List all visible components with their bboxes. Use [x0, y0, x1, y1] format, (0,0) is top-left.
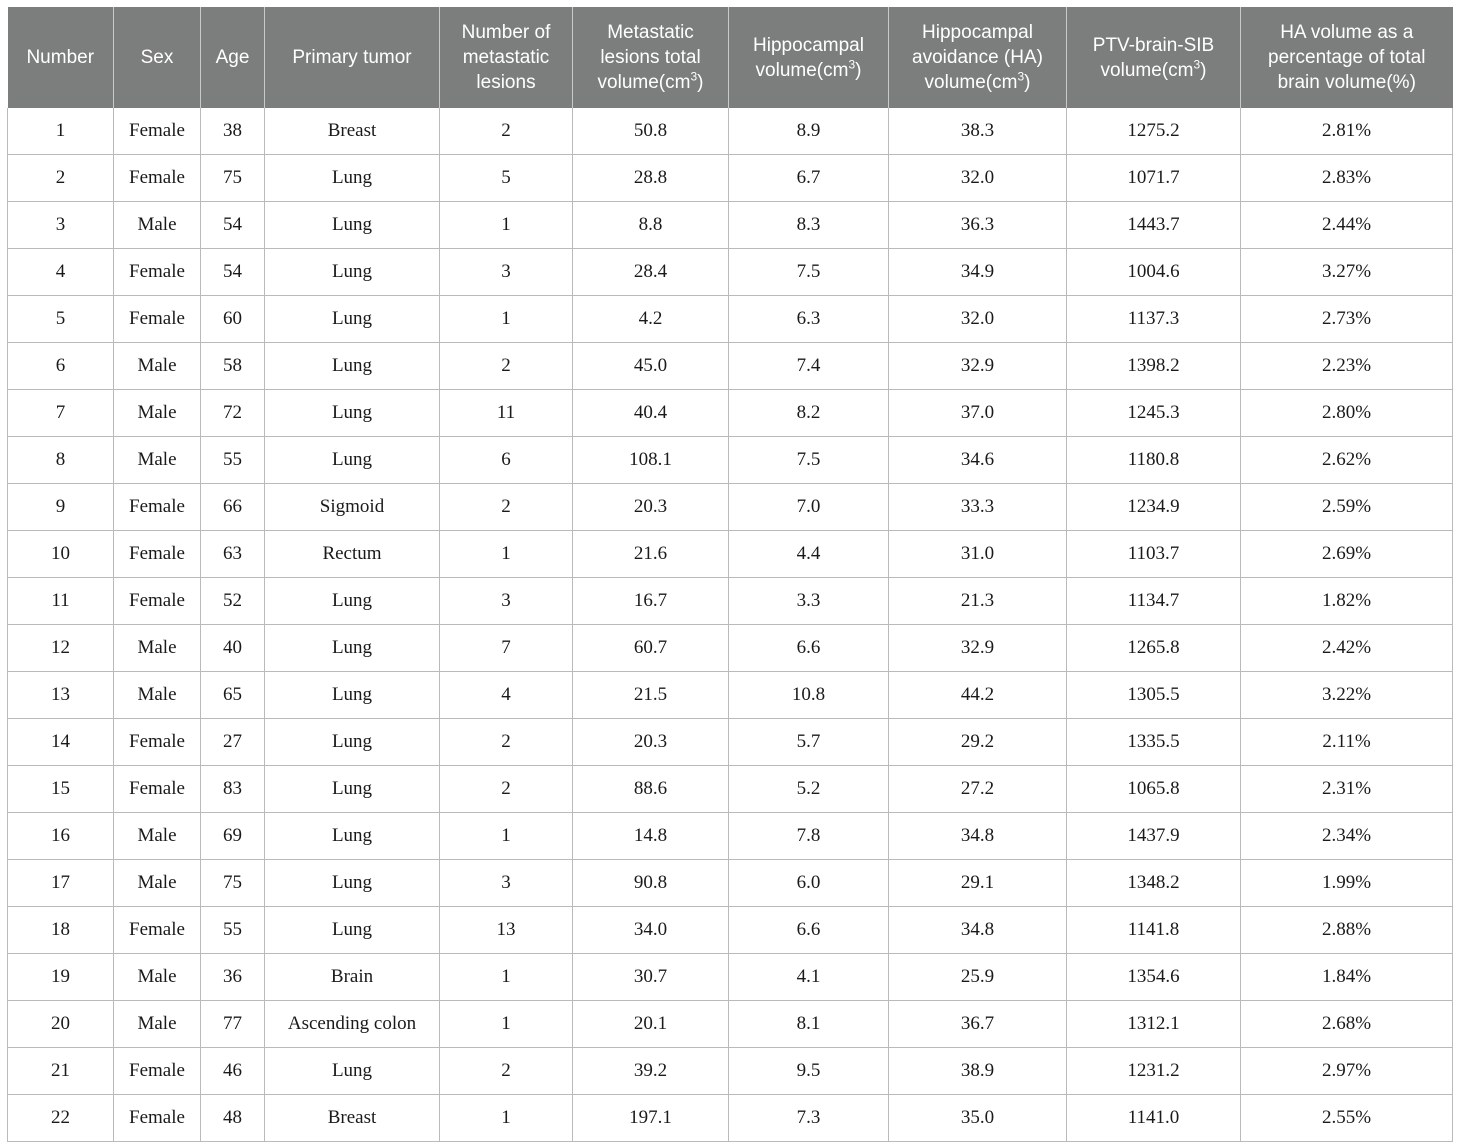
cell-number: 13 — [8, 672, 114, 719]
cell-ha-volume: 25.9 — [889, 954, 1067, 1001]
cell-age: 75 — [201, 155, 265, 202]
table-row — [8, 578, 1453, 625]
cell-ha-percentage: 3.27% — [1241, 249, 1453, 296]
cell-lesions-total-volume: 28.4 — [573, 249, 729, 296]
cell-lesions-total-volume: 88.6 — [573, 766, 729, 813]
cell-number: 19 — [8, 954, 114, 1001]
header-number-text: Number — [26, 47, 95, 68]
cell-number-of-lesions: 2 — [440, 484, 573, 531]
cell-sex: Female — [114, 155, 201, 202]
cell-ptv-brain-sib-volume: 1134.7 — [1067, 578, 1241, 625]
cell-sex: Male — [114, 1001, 201, 1048]
cell-number: 8 — [8, 437, 114, 484]
cell-number: 21 — [8, 1048, 114, 1095]
patient-characteristics-table-container — [7, 7, 1452, 1142]
cell-ptv-brain-sib-volume: 1354.6 — [1067, 954, 1241, 1001]
cell-primary-tumor: Lung — [265, 296, 440, 343]
cell-ptv-brain-sib-volume: 1398.2 — [1067, 343, 1241, 390]
cell-sex: Male — [114, 954, 201, 1001]
cell-ha-volume: 35.0 — [889, 1095, 1067, 1142]
cell-number-of-lesions: 1 — [440, 1001, 573, 1048]
cell-age: 48 — [201, 1095, 265, 1142]
cell-hippocampal-volume: 4.1 — [729, 954, 889, 1001]
cell-ha-percentage: 1.99% — [1241, 860, 1453, 907]
cell-ha-volume: 37.0 — [889, 390, 1067, 437]
header-hippocampal-volume-close: ) — [855, 59, 862, 81]
cell-ha-volume: 27.2 — [889, 766, 1067, 813]
cell-lesions-total-volume: 60.7 — [573, 625, 729, 672]
cell-ha-volume: 33.3 — [889, 484, 1067, 531]
cell-age: 54 — [201, 249, 265, 296]
cell-lesions-total-volume: 50.8 — [573, 108, 729, 155]
cell-ptv-brain-sib-volume: 1137.3 — [1067, 296, 1241, 343]
cell-sex: Female — [114, 484, 201, 531]
cell-ptv-brain-sib-volume: 1231.2 — [1067, 1048, 1241, 1095]
cell-hippocampal-volume: 5.7 — [729, 719, 889, 766]
cell-primary-tumor: Lung — [265, 907, 440, 954]
cell-lesions-total-volume: 20.1 — [573, 1001, 729, 1048]
cell-age: 38 — [201, 108, 265, 155]
table-header — [8, 7, 1453, 108]
cell-lesions-total-volume: 28.8 — [573, 155, 729, 202]
cell-age: 55 — [201, 437, 265, 484]
cell-ptv-brain-sib-volume: 1004.6 — [1067, 249, 1241, 296]
cell-number: 5 — [8, 296, 114, 343]
cell-primary-tumor: Breast — [265, 1095, 440, 1142]
cell-sex: Female — [114, 1048, 201, 1095]
cell-primary-tumor: Rectum — [265, 531, 440, 578]
cell-number-of-lesions: 3 — [440, 860, 573, 907]
cell-sex: Male — [114, 625, 201, 672]
cell-ptv-brain-sib-volume: 1180.8 — [1067, 437, 1241, 484]
cell-sex: Female — [114, 108, 201, 155]
cell-number-of-lesions: 5 — [440, 155, 573, 202]
cell-number: 12 — [8, 625, 114, 672]
cell-primary-tumor: Lung — [265, 766, 440, 813]
cell-number: 6 — [8, 343, 114, 390]
cell-number-of-lesions: 3 — [440, 578, 573, 625]
cell-lesions-total-volume: 197.1 — [573, 1095, 729, 1142]
cell-sex: Male — [114, 860, 201, 907]
cell-hippocampal-volume: 4.4 — [729, 531, 889, 578]
cell-number: 22 — [8, 1095, 114, 1142]
cell-primary-tumor: Lung — [265, 155, 440, 202]
cell-number-of-lesions: 2 — [440, 766, 573, 813]
cell-hippocampal-volume: 7.5 — [729, 249, 889, 296]
header-ptv-brain-sib-volume — [1067, 7, 1241, 108]
cell-primary-tumor: Lung — [265, 437, 440, 484]
cell-number-of-lesions: 2 — [440, 108, 573, 155]
cell-number: 7 — [8, 390, 114, 437]
cell-lesions-total-volume: 108.1 — [573, 437, 729, 484]
cell-hippocampal-volume: 8.1 — [729, 1001, 889, 1048]
table-body — [8, 108, 1453, 1142]
cell-ha-percentage: 2.69% — [1241, 531, 1453, 578]
header-lesions-total-volume-sup: 3 — [690, 69, 698, 84]
cell-age: 36 — [201, 954, 265, 1001]
cell-number-of-lesions: 1 — [440, 813, 573, 860]
cell-number: 4 — [8, 249, 114, 296]
cell-age: 27 — [201, 719, 265, 766]
header-ha-volume-text: Hippocampal avoidance (HA) volume(cm — [912, 22, 1043, 93]
cell-ha-percentage: 2.59% — [1241, 484, 1453, 531]
table-row — [8, 343, 1453, 390]
header-lesions-total-volume-close: ) — [697, 72, 704, 93]
cell-hippocampal-volume: 6.6 — [729, 907, 889, 954]
cell-age: 65 — [201, 672, 265, 719]
cell-sex: Female — [114, 578, 201, 625]
header-sex-text: Sex — [140, 47, 174, 68]
cell-hippocampal-volume: 6.6 — [729, 625, 889, 672]
header-ptv-brain-sib-volume-sup: 3 — [1193, 57, 1201, 72]
header-sex — [114, 7, 201, 108]
cell-number: 15 — [8, 766, 114, 813]
cell-hippocampal-volume: 8.2 — [729, 390, 889, 437]
cell-number: 11 — [8, 578, 114, 625]
cell-age: 54 — [201, 202, 265, 249]
patient-characteristics-table — [7, 7, 1453, 1142]
header-ha-percentage — [1241, 7, 1453, 108]
header-row — [8, 7, 1453, 108]
cell-ha-volume: 32.9 — [889, 625, 1067, 672]
cell-lesions-total-volume: 8.8 — [573, 202, 729, 249]
cell-number: 17 — [8, 860, 114, 907]
cell-number: 9 — [8, 484, 114, 531]
cell-ha-percentage: 2.68% — [1241, 1001, 1453, 1048]
cell-number-of-lesions: 1 — [440, 202, 573, 249]
cell-sex: Male — [114, 813, 201, 860]
cell-ptv-brain-sib-volume: 1312.1 — [1067, 1001, 1241, 1048]
cell-primary-tumor: Lung — [265, 1048, 440, 1095]
cell-lesions-total-volume: 30.7 — [573, 954, 729, 1001]
header-ptv-brain-sib-volume-text: PTV-brain-SIB volume(cm — [1092, 34, 1215, 81]
header-lesions-total-volume-text: Metastatic lesions total volume(cm — [597, 22, 701, 93]
cell-hippocampal-volume: 7.0 — [729, 484, 889, 531]
cell-lesions-total-volume: 20.3 — [573, 484, 729, 531]
cell-lesions-total-volume: 45.0 — [573, 343, 729, 390]
cell-ha-volume: 34.9 — [889, 249, 1067, 296]
cell-ha-percentage: 2.55% — [1241, 1095, 1453, 1142]
cell-sex: Male — [114, 390, 201, 437]
cell-number-of-lesions: 13 — [440, 907, 573, 954]
header-age-text: Age — [215, 47, 250, 68]
cell-age: 58 — [201, 343, 265, 390]
cell-sex: Female — [114, 719, 201, 766]
cell-ha-percentage: 2.31% — [1241, 766, 1453, 813]
cell-lesions-total-volume: 4.2 — [573, 296, 729, 343]
cell-ptv-brain-sib-volume: 1234.9 — [1067, 484, 1241, 531]
table-row — [8, 531, 1453, 578]
cell-number: 3 — [8, 202, 114, 249]
cell-age: 40 — [201, 625, 265, 672]
cell-primary-tumor: Lung — [265, 719, 440, 766]
header-number — [8, 7, 114, 108]
header-primary-tumor-text: Primary tumor — [292, 47, 412, 68]
cell-ha-percentage: 2.97% — [1241, 1048, 1453, 1095]
cell-hippocampal-volume: 7.4 — [729, 343, 889, 390]
cell-age: 46 — [201, 1048, 265, 1095]
cell-lesions-total-volume: 40.4 — [573, 390, 729, 437]
cell-primary-tumor: Lung — [265, 202, 440, 249]
table-row — [8, 1048, 1453, 1095]
cell-primary-tumor: Lung — [265, 249, 440, 296]
cell-primary-tumor: Lung — [265, 578, 440, 625]
cell-hippocampal-volume: 5.2 — [729, 766, 889, 813]
cell-ha-percentage: 2.34% — [1241, 813, 1453, 860]
cell-number-of-lesions: 2 — [440, 719, 573, 766]
cell-sex: Female — [114, 766, 201, 813]
table-row — [8, 249, 1453, 296]
cell-sex: Female — [114, 907, 201, 954]
cell-primary-tumor: Lung — [265, 860, 440, 907]
cell-ptv-brain-sib-volume: 1071.7 — [1067, 155, 1241, 202]
cell-ha-volume: 21.3 — [889, 578, 1067, 625]
table-row — [8, 766, 1453, 813]
cell-ptv-brain-sib-volume: 1335.5 — [1067, 719, 1241, 766]
table-row — [8, 1095, 1453, 1142]
cell-ha-percentage: 2.23% — [1241, 343, 1453, 390]
cell-ha-percentage: 2.73% — [1241, 296, 1453, 343]
table-row — [8, 672, 1453, 719]
cell-ha-volume: 38.3 — [889, 108, 1067, 155]
table-row — [8, 719, 1453, 766]
table-row — [8, 860, 1453, 907]
cell-ha-volume: 34.8 — [889, 813, 1067, 860]
cell-primary-tumor: Brain — [265, 954, 440, 1001]
cell-hippocampal-volume: 7.5 — [729, 437, 889, 484]
header-hippocampal-volume-text: Hippocampal volume(cm — [753, 34, 864, 81]
header-primary-tumor — [265, 7, 440, 108]
cell-sex: Female — [114, 249, 201, 296]
cell-age: 72 — [201, 390, 265, 437]
cell-ha-volume: 29.2 — [889, 719, 1067, 766]
cell-ptv-brain-sib-volume: 1437.9 — [1067, 813, 1241, 860]
cell-ha-percentage: 1.84% — [1241, 954, 1453, 1001]
cell-age: 77 — [201, 1001, 265, 1048]
cell-ha-volume: 36.3 — [889, 202, 1067, 249]
table-row — [8, 437, 1453, 484]
cell-hippocampal-volume: 6.3 — [729, 296, 889, 343]
cell-ha-volume: 32.9 — [889, 343, 1067, 390]
table-row — [8, 108, 1453, 155]
cell-hippocampal-volume: 3.3 — [729, 578, 889, 625]
header-ha-volume — [889, 7, 1067, 108]
cell-ptv-brain-sib-volume: 1443.7 — [1067, 202, 1241, 249]
cell-number: 20 — [8, 1001, 114, 1048]
cell-number: 1 — [8, 108, 114, 155]
cell-lesions-total-volume: 21.5 — [573, 672, 729, 719]
header-ha-percentage-text: HA volume as a percentage of total brain volume(%) — [1268, 22, 1426, 93]
cell-lesions-total-volume: 21.6 — [573, 531, 729, 578]
cell-ha-percentage: 2.62% — [1241, 437, 1453, 484]
cell-age: 63 — [201, 531, 265, 578]
cell-primary-tumor: Lung — [265, 813, 440, 860]
table-row — [8, 484, 1453, 531]
cell-hippocampal-volume: 8.3 — [729, 202, 889, 249]
cell-sex: Female — [114, 296, 201, 343]
header-age — [201, 7, 265, 108]
cell-sex: Female — [114, 531, 201, 578]
cell-age: 69 — [201, 813, 265, 860]
table-row — [8, 155, 1453, 202]
cell-ha-percentage: 2.80% — [1241, 390, 1453, 437]
cell-ptv-brain-sib-volume: 1265.8 — [1067, 625, 1241, 672]
cell-number-of-lesions: 3 — [440, 249, 573, 296]
cell-number-of-lesions: 1 — [440, 1095, 573, 1142]
table-row — [8, 296, 1453, 343]
cell-age: 75 — [201, 860, 265, 907]
cell-hippocampal-volume: 8.9 — [729, 108, 889, 155]
cell-hippocampal-volume: 7.3 — [729, 1095, 889, 1142]
cell-ptv-brain-sib-volume: 1141.8 — [1067, 907, 1241, 954]
cell-ha-volume: 36.7 — [889, 1001, 1067, 1048]
cell-ptv-brain-sib-volume: 1245.3 — [1067, 390, 1241, 437]
cell-ha-percentage: 2.11% — [1241, 719, 1453, 766]
cell-hippocampal-volume: 6.7 — [729, 155, 889, 202]
cell-number-of-lesions: 2 — [440, 343, 573, 390]
cell-number: 10 — [8, 531, 114, 578]
cell-ha-percentage: 2.88% — [1241, 907, 1453, 954]
cell-number: 14 — [8, 719, 114, 766]
cell-lesions-total-volume: 14.8 — [573, 813, 729, 860]
cell-lesions-total-volume: 39.2 — [573, 1048, 729, 1095]
cell-ptv-brain-sib-volume: 1275.2 — [1067, 108, 1241, 155]
header-ha-volume-sup: 3 — [1017, 69, 1025, 84]
cell-ha-volume: 44.2 — [889, 672, 1067, 719]
table-row — [8, 813, 1453, 860]
cell-ptv-brain-sib-volume: 1305.5 — [1067, 672, 1241, 719]
cell-lesions-total-volume: 90.8 — [573, 860, 729, 907]
cell-number-of-lesions: 11 — [440, 390, 573, 437]
cell-ha-volume: 31.0 — [889, 531, 1067, 578]
cell-primary-tumor: Sigmoid — [265, 484, 440, 531]
cell-number-of-lesions: 2 — [440, 1048, 573, 1095]
cell-age: 66 — [201, 484, 265, 531]
table-row — [8, 202, 1453, 249]
header-hippocampal-volume — [729, 7, 889, 108]
cell-lesions-total-volume: 20.3 — [573, 719, 729, 766]
cell-lesions-total-volume: 16.7 — [573, 578, 729, 625]
header-hippocampal-volume-sup: 3 — [848, 57, 856, 72]
cell-ha-percentage: 1.82% — [1241, 578, 1453, 625]
cell-number-of-lesions: 6 — [440, 437, 573, 484]
cell-primary-tumor: Breast — [265, 108, 440, 155]
cell-primary-tumor: Lung — [265, 343, 440, 390]
cell-sex: Female — [114, 1095, 201, 1142]
header-number-of-lesions-text: Number of metastatic lesions — [461, 22, 551, 93]
cell-number: 16 — [8, 813, 114, 860]
cell-ha-percentage: 2.81% — [1241, 108, 1453, 155]
cell-age: 55 — [201, 907, 265, 954]
cell-lesions-total-volume: 34.0 — [573, 907, 729, 954]
header-ptv-brain-sib-volume-close: ) — [1200, 59, 1207, 81]
cell-number: 18 — [8, 907, 114, 954]
cell-ptv-brain-sib-volume: 1141.0 — [1067, 1095, 1241, 1142]
cell-hippocampal-volume: 9.5 — [729, 1048, 889, 1095]
cell-ptv-brain-sib-volume: 1348.2 — [1067, 860, 1241, 907]
cell-primary-tumor: Lung — [265, 625, 440, 672]
cell-ha-volume: 32.0 — [889, 155, 1067, 202]
cell-number-of-lesions: 1 — [440, 296, 573, 343]
header-number-of-lesions — [440, 7, 573, 108]
cell-sex: Male — [114, 202, 201, 249]
cell-ha-volume: 34.6 — [889, 437, 1067, 484]
cell-age: 52 — [201, 578, 265, 625]
cell-number-of-lesions: 1 — [440, 954, 573, 1001]
cell-number-of-lesions: 1 — [440, 531, 573, 578]
cell-sex: Male — [114, 672, 201, 719]
cell-ha-volume: 38.9 — [889, 1048, 1067, 1095]
cell-sex: Male — [114, 437, 201, 484]
table-row — [8, 1001, 1453, 1048]
cell-sex: Male — [114, 343, 201, 390]
cell-ptv-brain-sib-volume: 1065.8 — [1067, 766, 1241, 813]
cell-ha-volume: 29.1 — [889, 860, 1067, 907]
cell-primary-tumor: Ascending colon — [265, 1001, 440, 1048]
table-row — [8, 625, 1453, 672]
cell-ha-volume: 32.0 — [889, 296, 1067, 343]
table-row — [8, 390, 1453, 437]
cell-number-of-lesions: 7 — [440, 625, 573, 672]
cell-ha-volume: 34.8 — [889, 907, 1067, 954]
header-lesions-total-volume — [573, 7, 729, 108]
cell-number: 2 — [8, 155, 114, 202]
cell-ha-percentage: 2.42% — [1241, 625, 1453, 672]
cell-hippocampal-volume: 6.0 — [729, 860, 889, 907]
table-row — [8, 907, 1453, 954]
header-ha-volume-close: ) — [1024, 72, 1031, 93]
cell-hippocampal-volume: 10.8 — [729, 672, 889, 719]
cell-primary-tumor: Lung — [265, 672, 440, 719]
table-row — [8, 954, 1453, 1001]
cell-ha-percentage: 2.83% — [1241, 155, 1453, 202]
cell-ha-percentage: 2.44% — [1241, 202, 1453, 249]
cell-ptv-brain-sib-volume: 1103.7 — [1067, 531, 1241, 578]
cell-ha-percentage: 3.22% — [1241, 672, 1453, 719]
cell-number-of-lesions: 4 — [440, 672, 573, 719]
cell-age: 60 — [201, 296, 265, 343]
cell-hippocampal-volume: 7.8 — [729, 813, 889, 860]
cell-primary-tumor: Lung — [265, 390, 440, 437]
cell-age: 83 — [201, 766, 265, 813]
